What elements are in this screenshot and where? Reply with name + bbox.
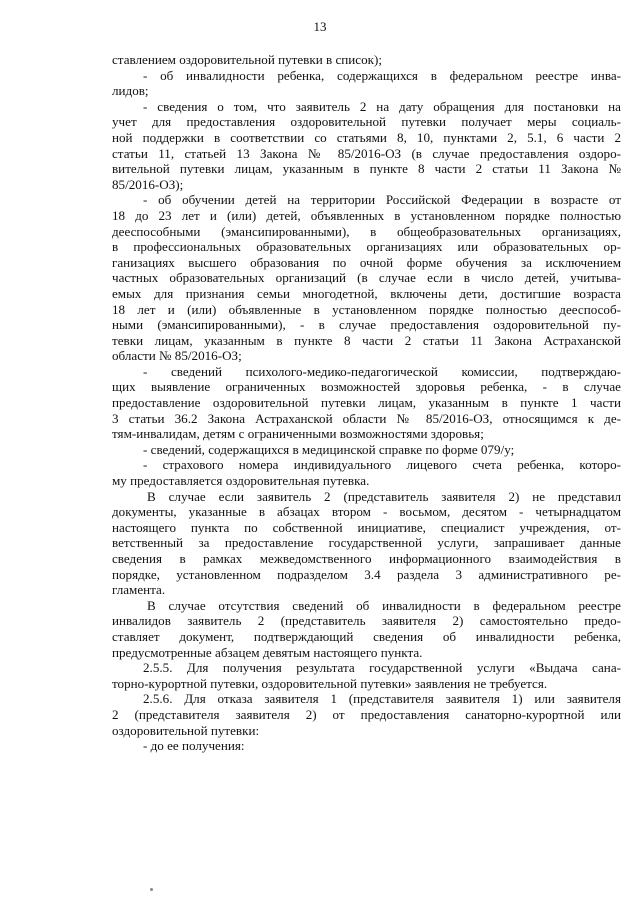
text-line: - страхового номера индивидуального лицевого счета ребенка, которо- bbox=[143, 457, 621, 473]
scan-artifact bbox=[150, 888, 153, 891]
text-line: в профессиональных образовательных организациях или образовательных ор- bbox=[112, 239, 621, 255]
text-line: - сведений, содержащихся в медицинской справке по форме 079/у; bbox=[143, 441, 515, 457]
text-line: В случае если заявитель 2 (представитель заявителя 2) не представил bbox=[147, 488, 621, 504]
text-line: - сведения о том, что заявитель 2 на дату обращения для постановки на bbox=[143, 98, 621, 114]
text-line: ветственный за предоставление государственной услуги, запрашивает данные bbox=[112, 535, 621, 551]
text-line: настоящего пункта по собственной инициативе, специалист учреждения, от- bbox=[112, 519, 621, 535]
text-line: - об обучении детей на территории Российской Федерации в возрасте от bbox=[143, 192, 621, 208]
text-line: торно-курортной путевки, оздоровительной путевки» заявления не требуется. bbox=[112, 675, 548, 691]
text-line: - сведений психолого-медико-педагогической комиссии, подтверждаю- bbox=[143, 363, 621, 379]
text-line: 2.5.5. Для получения результата государственной услуги «Выдача сана- bbox=[143, 660, 621, 676]
text-line: гламента. bbox=[112, 582, 166, 598]
text-line: - до ее получения: bbox=[143, 738, 245, 754]
text-line: дееспособными (эмансипированными), в общеобразовательных организациях, bbox=[112, 223, 621, 239]
text-line: 18 до 23 лет и (или) детей, объявленных в установленном порядке полностью bbox=[112, 207, 621, 223]
text-line: ной поддержки в соответствии со статьями 8, 10, пунктами 2, 5.1, 6 части 2 bbox=[112, 129, 621, 145]
text-line: му предоставляется оздоровительная путевка. bbox=[112, 473, 370, 489]
text-line: частных образовательных организаций (в случае если в число детей, учитыва- bbox=[112, 270, 621, 286]
text-line: 3 статьи 36.2 Закона Астраханской области № 85/2016-ОЗ, относящимся к де- bbox=[112, 410, 621, 426]
text-line: области № 85/2016-ОЗ; bbox=[112, 348, 242, 364]
text-line: щих выявление ограниченных возможностей здоровья ребенка, - в случае bbox=[112, 379, 621, 395]
text-line: вительной путевки лицам, указанным в пункте 8 части 2 статьи 11 Закона № bbox=[112, 161, 621, 177]
text-line: ными (эмансипированными), - в случае предоставления оздоровительной пу- bbox=[112, 317, 621, 333]
text-line: 18 лет и (или) объявленные в установленном порядке полностью дееспособ- bbox=[112, 301, 621, 317]
text-line: лидов; bbox=[112, 83, 149, 99]
text-line: статьи 11, статьей 13 Закона № 85/2016-ОЗ (в случае предоставления оздоро- bbox=[112, 145, 621, 161]
text-line: 85/2016-ОЗ); bbox=[112, 176, 184, 192]
text-line: тевки лицам, указанным в пункте 8 части 2 статьи 11 Закона Астраханской bbox=[112, 332, 621, 348]
text-line: предусмотренные абзацем девятым настоящего пункта. bbox=[112, 644, 423, 660]
text-line: предоставление оздоровительной путевки лицам, указанным в пункте 1 части bbox=[112, 395, 621, 411]
text-line: инвалидов заявитель 2 (представитель заявителя 2) самостоятельно предо- bbox=[112, 613, 621, 629]
document-body bbox=[112, 52, 621, 754]
text-line: емых для признания семьи многодетной, включены дети, достигшие возраста bbox=[112, 285, 621, 301]
text-line: порядке, установленном подразделом 3.4 раздела 3 административного ре- bbox=[112, 566, 621, 582]
text-line: ставляет документ, подтверждающий сведения об инвалидности ребенка, bbox=[112, 628, 621, 644]
text-line: учет для предоставления оздоровительной путевки получает меры социаль- bbox=[112, 114, 621, 130]
text-line: оздоровительной путевки: bbox=[112, 722, 260, 738]
text-line: тям-инвалидам, детям с ограниченными возможностями здоровья; bbox=[112, 426, 484, 442]
text-line: 2 (представителя заявителя 2) от предоставления санаторно-курортной или bbox=[112, 706, 621, 722]
text-line: документы, указанные в абзацах втором - восьмом, десятом - четырнадцатом bbox=[112, 504, 621, 520]
text-line: 2.5.6. Для отказа заявителя 1 (представителя заявителя 1) или заявителя bbox=[143, 691, 621, 707]
text-line: В случае отсутствия сведений об инвалидности в федеральном реестре bbox=[147, 597, 621, 613]
text-line: сведения в рамках межведомственного информационного взаимодействия в bbox=[112, 551, 621, 566]
text-line: ставлением оздоровительной путевки в список); bbox=[112, 52, 383, 67]
page-number: 13 bbox=[313, 19, 327, 34]
text-line: - об инвалидности ребенка, содержащихся в федеральном реестре инва- bbox=[143, 67, 621, 83]
text-line: ганизациях высшего образования по очной форме обучения за исключением bbox=[112, 254, 621, 270]
